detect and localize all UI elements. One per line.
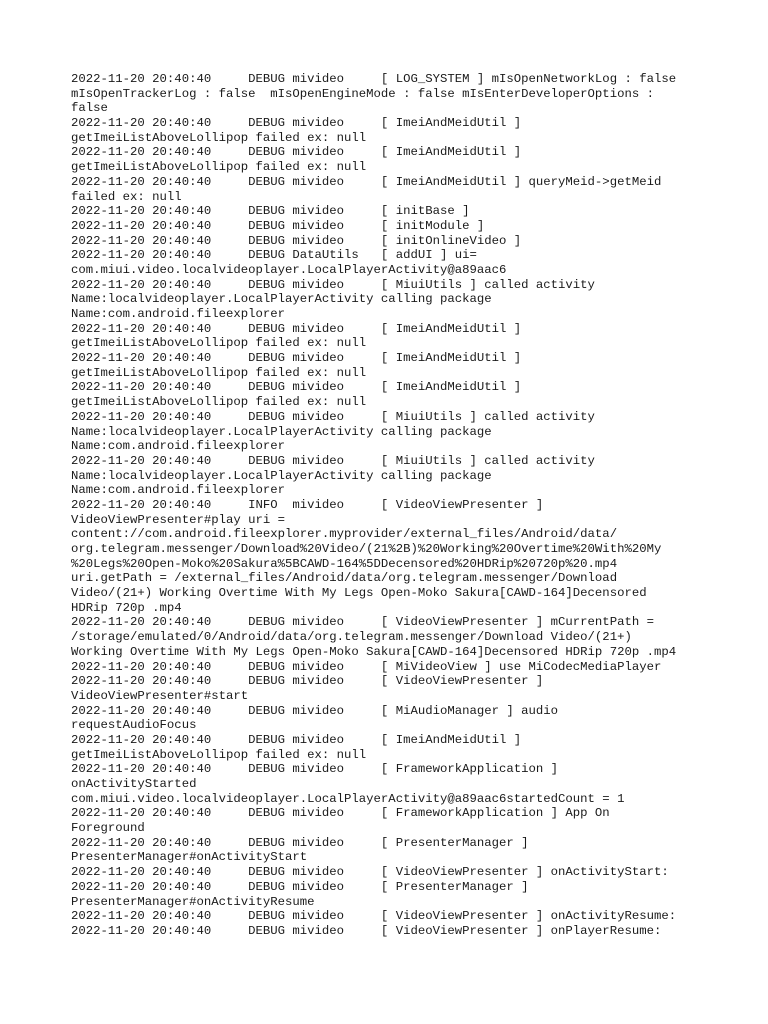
log-line: Name:localvideoplayer.LocalPlayerActivity calling package	[71, 292, 492, 307]
log-line: %20Legs%20Open-Moko%20Sakura%5BCAWD-164%5DDecensored%20HDRip%20720p%20.mp4	[71, 556, 618, 571]
log-line: getImeiListAboveLollipop failed ex: null	[71, 747, 367, 762]
log-line: 2022-11-20 20:40:40 DEBUG mivideo [ VideoViewPresenter ] mCurrentPath =	[71, 615, 654, 630]
log-line: Video/(21+) Working Overtime With My Legs Open-Moko Sakura[CAWD-164]Decensored	[71, 586, 647, 601]
log-line: 2022-11-20 20:40:40 DEBUG mivideo [ ImeiAndMeidUtil ]	[71, 321, 522, 336]
log-line: Name:com.android.fileexplorer	[71, 307, 286, 321]
log-line: com.miui.video.localvideoplayer.LocalPlayerActivity@a89aac6startedCount = 1	[71, 791, 625, 806]
log-line: false	[71, 101, 108, 116]
log-line: Name:localvideoplayer.LocalPlayerActivity calling package	[71, 424, 492, 439]
log-line: requestAudioFocus	[71, 718, 197, 733]
log-line: 2022-11-20 20:40:40 DEBUG mivideo [ MiVideoView ] use MiCodecMediaPlayer	[71, 659, 662, 674]
log-line: uri.getPath = /external_files/Android/data/org.telegram.messenger/Download	[71, 571, 618, 586]
log-document	[71, 72, 751, 939]
log-line: Foreground	[71, 821, 145, 836]
log-line: 2022-11-20 20:40:40 DEBUG mivideo [ VideoViewPresenter ] onPlayerResume:	[71, 923, 662, 938]
log-line: 2022-11-20 20:40:40 DEBUG mivideo [ initModule ]	[71, 218, 485, 233]
log-line: 2022-11-20 20:40:40 DEBUG mivideo [ MiAudioManager ] audio	[71, 703, 559, 718]
log-line: PresenterManager#onActivityStart	[71, 850, 308, 865]
log-line: getImeiListAboveLollipop failed ex: null	[71, 395, 367, 410]
log-line: Working Overtime With My Legs Open-Moko Sakura[CAWD-164]Decensored HDRip 720p .mp4	[71, 644, 677, 659]
log-line: getImeiListAboveLollipop failed ex: null	[71, 336, 367, 351]
log-line: 2022-11-20 20:40:40 DEBUG mivideo [ VideoViewPresenter ] onActivityResume:	[71, 909, 677, 924]
log-line: 2022-11-20 20:40:40 DEBUG mivideo [ VideoViewPresenter ]	[71, 674, 544, 689]
log-line: 2022-11-20 20:40:40 DEBUG mivideo [ ImeiAndMeidUtil ]	[71, 116, 522, 131]
log-line: 2022-11-20 20:40:40 DEBUG DataUtils [ addUI ] ui=	[71, 248, 477, 263]
log-line: 2022-11-20 20:40:40 DEBUG mivideo [ PresenterManager ]	[71, 879, 529, 894]
log-line: getImeiListAboveLollipop failed ex: null	[71, 365, 367, 380]
log-line: failed ex: null	[71, 189, 182, 204]
log-line: HDRip 720p .mp4	[71, 600, 182, 615]
log-line: getImeiListAboveLollipop failed ex: null	[71, 130, 367, 145]
log-line: VideoViewPresenter#play uri =	[71, 512, 286, 527]
log-line: 2022-11-20 20:40:40 DEBUG mivideo [ ImeiAndMeidUtil ] queryMeid->getMeid	[71, 174, 662, 189]
log-line: 2022-11-20 20:40:40 DEBUG mivideo [ MiuiUtils ] called activity	[71, 409, 595, 424]
log-line: 2022-11-20 20:40:40 DEBUG mivideo [ initOnlineVideo ]	[71, 233, 522, 248]
log-line: org.telegram.messenger/Download%20Video/(21%2B)%20Working%20Overtime%20With%20My	[71, 542, 662, 556]
log-line: 2022-11-20 20:40:40 DEBUG mivideo [ FrameworkApplication ] App On	[71, 806, 610, 821]
log-line: PresenterManager#onActivityResume	[71, 894, 315, 909]
log-line: 2022-11-20 20:40:40 DEBUG mivideo [ LOG_SYSTEM ] mIsOpenNetworkLog : false	[71, 72, 677, 86]
log-line: getImeiListAboveLollipop failed ex: null	[71, 160, 367, 175]
log-line: /storage/emulated/0/Android/data/org.telegram.messenger/Download Video/(21+)	[71, 630, 632, 645]
log-line: 2022-11-20 20:40:40 DEBUG mivideo [ ImeiAndMeidUtil ]	[71, 145, 522, 160]
log-line: 2022-11-20 20:40:40 DEBUG mivideo [ ImeiAndMeidUtil ]	[71, 732, 522, 747]
log-line: Name:com.android.fileexplorer	[71, 483, 286, 498]
log-line: Name:com.android.fileexplorer	[71, 439, 286, 454]
log-line: com.miui.video.localvideoplayer.LocalPlayerActivity@a89aac6	[71, 262, 507, 277]
log-line: content://com.android.fileexplorer.myprovider/external_files/Android/data/	[71, 527, 618, 542]
log-line: 2022-11-20 20:40:40 DEBUG mivideo [ PresenterManager ]	[71, 835, 529, 850]
log-line: 2022-11-20 20:40:40 INFO mivideo [ VideoViewPresenter ]	[71, 497, 544, 512]
log-line: Name:localvideoplayer.LocalPlayerActivity calling package	[71, 468, 492, 483]
log-line: 2022-11-20 20:40:40 DEBUG mivideo [ ImeiAndMeidUtil ]	[71, 380, 522, 395]
log-line: VideoViewPresenter#start	[71, 688, 249, 703]
log-line: 2022-11-20 20:40:40 DEBUG mivideo [ ImeiAndMeidUtil ]	[71, 351, 522, 366]
log-line: 2022-11-20 20:40:40 DEBUG mivideo [ MiuiUtils ] called activity	[71, 277, 595, 292]
log-line: mIsOpenTrackerLog : false mIsOpenEngineMode : false mIsEnterDeveloperOptions :	[71, 86, 654, 101]
log-line: 2022-11-20 20:40:40 DEBUG mivideo [ VideoViewPresenter ] onActivityStart:	[71, 865, 669, 880]
log-line: onActivityStarted	[71, 777, 197, 791]
log-line: 2022-11-20 20:40:40 DEBUG mivideo [ FrameworkApplication ]	[71, 762, 559, 777]
log-line: 2022-11-20 20:40:40 DEBUG mivideo [ initBase ]	[71, 204, 470, 219]
log-line: 2022-11-20 20:40:40 DEBUG mivideo [ MiuiUtils ] called activity	[71, 453, 595, 468]
